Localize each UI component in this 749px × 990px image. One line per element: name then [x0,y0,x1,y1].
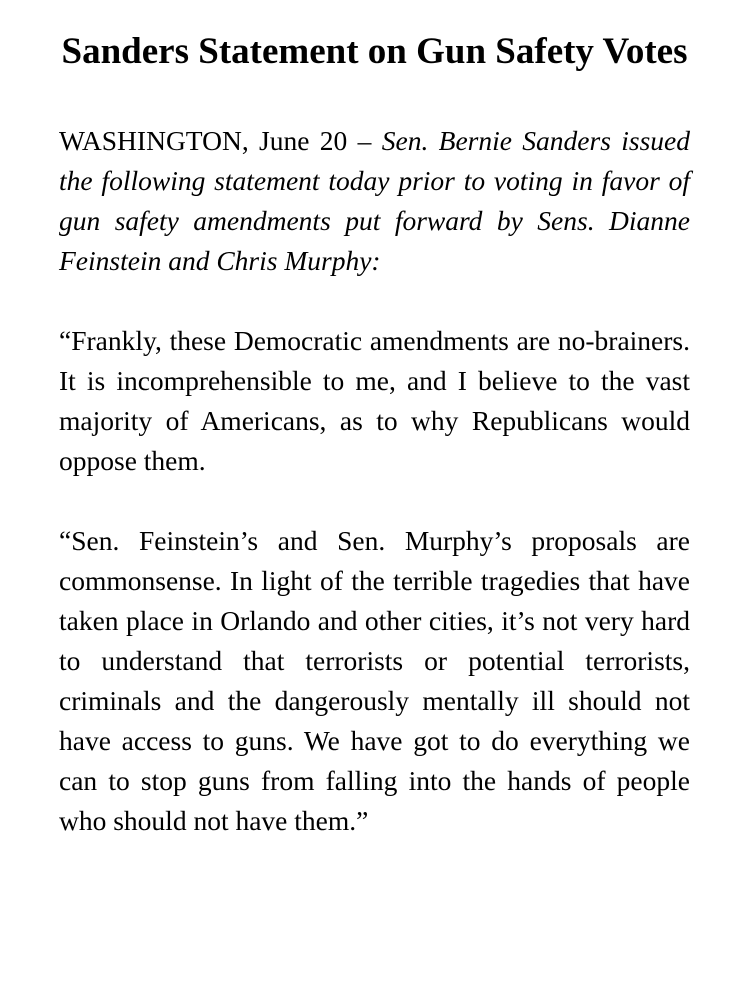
press-release [59,28,690,841]
intro-text: Sen. Bernie Sanders issued the following statement today prior to voting in favor of gun safety amendments put forward by Sens. Dianne Feinstein and Chris Murphy: [59,125,691,276]
page-title: Sanders Statement on Gun Safety Votes [61,31,688,72]
intro-paragraph [59,121,690,281]
dateline: WASHINGTON, June 20 – [59,125,372,156]
quote-paragraph-2: “Sen. Feinstein’s and Sen. Murphy’s proposals are commonsense. In light of the terrible tragedies that have taken place in Orlando and other cities, it’s not very hard to understand that terrorists or potential terrorists, criminals and the dangerously mentally ill should not have access to guns. We have got to do everything we can to stop guns from falling into the hands of people who should not have them.” [59,525,690,836]
quote-paragraph-1: “Frankly, these Democratic amendments are no-brainers. It is incomprehensible to me, and I believe to the vast majority of Americans, as to why Republicans would oppose them. [59,325,690,476]
